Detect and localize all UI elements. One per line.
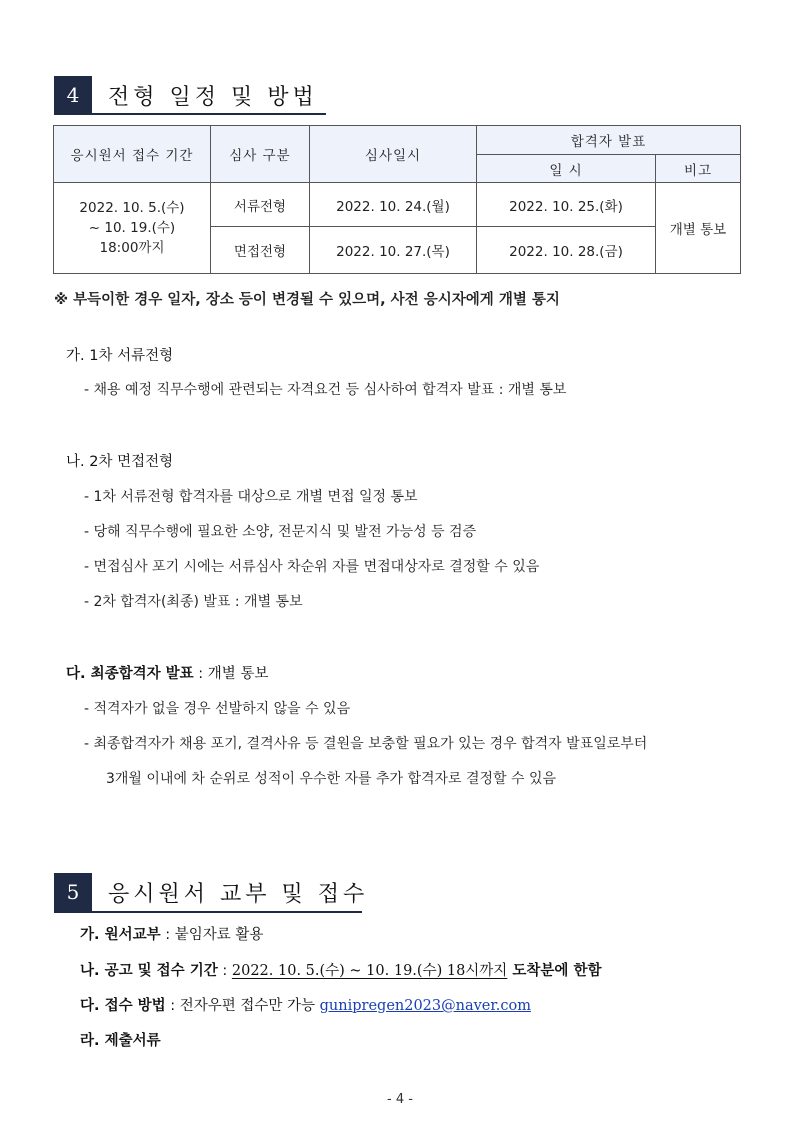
result-date-cell: 2022. 10. 25.(화) [477, 183, 656, 227]
list-item: - 1차 서류전형 합격자를 대상으로 개별 면접 일정 통보 [84, 489, 418, 505]
period-cell [54, 183, 211, 274]
section-number-badge: 4 [54, 76, 92, 114]
header-review-date: 심사일시 [310, 126, 477, 183]
item-label: 다. 접수 방법 [80, 998, 166, 1014]
section-underline [54, 113, 326, 115]
required-documents-title: 라. 제출서류 [80, 1033, 161, 1049]
item-value: : 붙임자료 활용 [160, 927, 264, 943]
list-item: - 최종합격자가 채용 포기, 결격사유 등 결원을 보충할 필요가 있는 경우 합격자 발표일로부터 [84, 736, 648, 752]
header-review-type: 심사 구분 [211, 126, 310, 183]
result-note-cell: 개별 통보 [656, 183, 741, 274]
email-link[interactable]: gunipregen2023@naver.com [319, 998, 531, 1014]
result-date-cell: 2022. 10. 28.(금) [477, 227, 656, 274]
application-method [80, 994, 531, 1015]
subsection-title: 나. 2차 면접전형 [66, 454, 174, 470]
item-sep: : [217, 963, 232, 979]
section-title: 응시원서 교부 및 접수 [108, 881, 369, 907]
item-value: : 전자우편 접수만 가능 [165, 998, 320, 1014]
section-5-header [54, 873, 368, 911]
application-period [80, 959, 601, 980]
section-title: 전형 일정 및 방법 [108, 84, 318, 110]
review-date-cell: 2022. 10. 27.(목) [310, 227, 477, 274]
header-result: 합격자 발표 [477, 126, 741, 155]
subsection-title-rest: : 개별 통보 [193, 666, 269, 682]
section-underline [54, 911, 362, 913]
subsection-title-bold: 다. 최종합격자 발표 [66, 666, 194, 682]
header-result-note: 비고 [656, 155, 741, 183]
subsection-title [66, 662, 268, 683]
header-result-date: 일 시 [477, 155, 656, 183]
list-item: - 당해 직무수행에 필요한 소양, 전문지식 및 발전 가능성 등 검증 [84, 524, 477, 540]
section-4-header [54, 76, 318, 114]
review-type-cell: 서류전형 [211, 183, 310, 227]
period-line: 18:00까지 [99, 240, 165, 256]
schedule-table [53, 125, 741, 274]
period-line: ~ 10. 19.(수) [88, 220, 176, 236]
application-distribution [80, 923, 263, 944]
period-value-rest: 도착분에 한함 [507, 963, 602, 979]
period-value-underlined: 2022. 10. 5.(수) ~ 10. 19.(수) 18시까지 [231, 963, 508, 979]
section-number-badge: 5 [54, 873, 92, 911]
list-item: - 적격자가 없을 경우 선발하지 않을 수 있음 [84, 701, 351, 717]
list-item: - 채용 예정 직무수행에 관련되는 자격요건 등 심사하여 합격자 발표 : 개별 통보 [84, 382, 567, 398]
review-date-cell: 2022. 10. 24.(월) [310, 183, 477, 227]
subsection-title: 가. 1차 서류전형 [66, 348, 174, 364]
page-number: - 4 - [387, 1092, 413, 1107]
list-item-continuation: 3개월 이내에 차 순위로 성적이 우수한 자를 추가 합격자로 결정할 수 있음 [106, 771, 557, 787]
list-item: - 면접심사 포기 시에는 서류심사 차순위 자를 면접대상자로 결정할 수 있음 [84, 559, 540, 575]
header-period: 응시원서 접수 기간 [54, 126, 211, 183]
review-type-cell: 면접전형 [211, 227, 310, 274]
item-label: 나. 공고 및 접수 기간 [80, 963, 218, 979]
item-label: 가. 원서교부 [80, 927, 161, 943]
period-line: 2022. 10. 5.(수) [79, 200, 185, 216]
list-item: - 2차 합격자(최종) 발표 : 개별 통보 [84, 594, 303, 610]
notice-text: ※ 부득이한 경우 일자, 장소 등이 변경될 수 있으며, 사전 응시자에게 개별 통지 [54, 292, 560, 308]
